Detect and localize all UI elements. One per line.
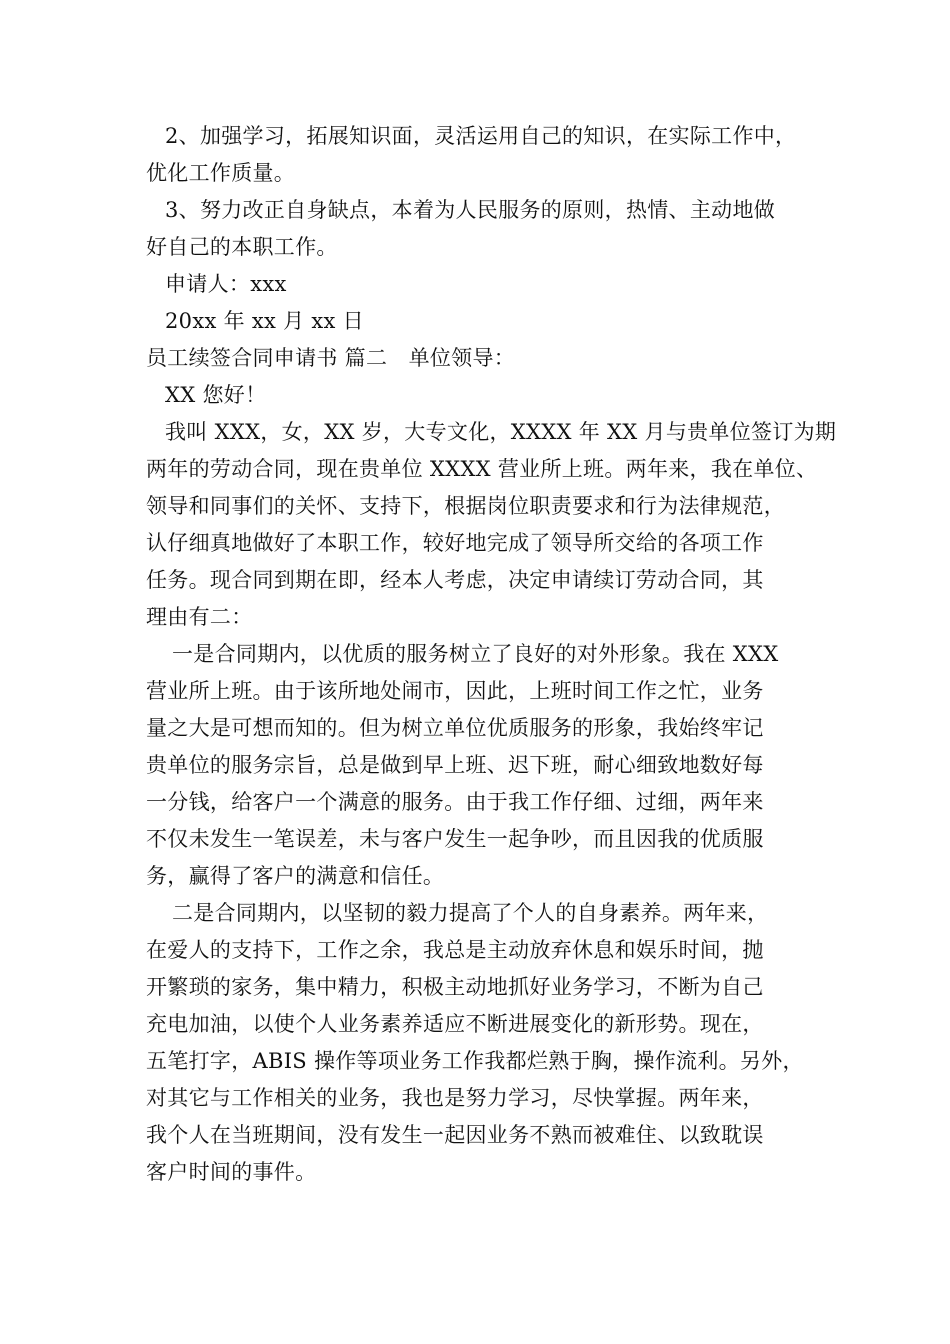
text-line: 任务。现合同到期在即，经本人考虑，决定申请续订劳动合同，其 [146,568,764,592]
text-line: 五笔打字，ABIS 操作等项业务工作我都烂熟于胸，操作流利。另外， [146,1049,804,1073]
text-line: 好自己的本职工作。 [146,235,338,259]
text-line: 充电加油，以使个人业务素养适应不断进展变化的新形势。现在， [146,1012,764,1036]
greeting-line: XX 您好！ [165,383,267,407]
text-line: 贵单位的服务宗旨，总是做到早上班、迟下班，耐心细致地数好每 [146,753,764,777]
text-line: 客户时间的事件。 [146,1160,317,1184]
text-line: 务，赢得了客户的满意和信任。 [146,864,445,888]
text-line: 领导和同事们的关怀、支持下，根据岗位职责要求和行为法律规范， [146,494,785,518]
text-line: 不仅未发生一笔误差，未与客户发生一起争吵，而且因我的优质服 [146,827,764,851]
text-line: 二是合同期内，以坚韧的毅力提高了个人的自身素养。两年来， [172,901,769,925]
text-line: 我个人在当班期间，没有发生一起因业务不熟而被难住、以致耽误 [146,1123,764,1147]
text-line: 对其它与工作相关的业务，我也是努力学习，尽快掌握。两年来， [146,1086,764,1110]
text-line: 营业所上班。由于该所地处闹市，因此，上班时间工作之忙，业务 [146,679,764,703]
text-line: 理由有二： [146,605,253,629]
text-line: 一是合同期内，以优质的服务树立了良好的对外形象。我在 XXX [172,642,779,666]
text-line: 量之大是可想而知的。但为树立单位优质服务的形象，我始终牢记 [146,716,764,740]
text-line: 一分钱，给客户一个满意的服务。由于我工作仔细、过细，两年来 [146,790,764,814]
text-line: 2、加强学习，拓展知识面，灵活运用自己的知识，在实际工作中， [165,124,797,148]
text-line: 优化工作质量。 [146,161,296,185]
text-line: 认仔细真地做好了本职工作，较好地完成了领导所交给的各项工作 [146,531,764,555]
text-line: 我叫 XXX，女，XX 岁，大专文化，XXXX 年 XX 月与贵单位签订为期 [165,420,837,444]
section-heading: 员工续签合同申请书 篇二 单位领导： [146,346,516,370]
text-line: 两年的劳动合同，现在贵单位 XXXX 营业所上班。两年来，我在单位、 [146,457,818,481]
text-line: 开繁琐的家务，集中精力，积极主动地抓好业务学习，不断为自己 [146,975,764,999]
document-page [146,118,837,1191]
text-line: 在爱人的支持下，工作之余，我总是主动放弃休息和娱乐时间，抛 [146,938,764,962]
applicant-line: 申请人：xxx [165,272,287,296]
text-line: 3、努力改正自身缺点，本着为人民服务的原则，热情、主动地做 [165,198,776,222]
date-line: 20xx 年 xx 月 xx 日 [165,309,364,333]
